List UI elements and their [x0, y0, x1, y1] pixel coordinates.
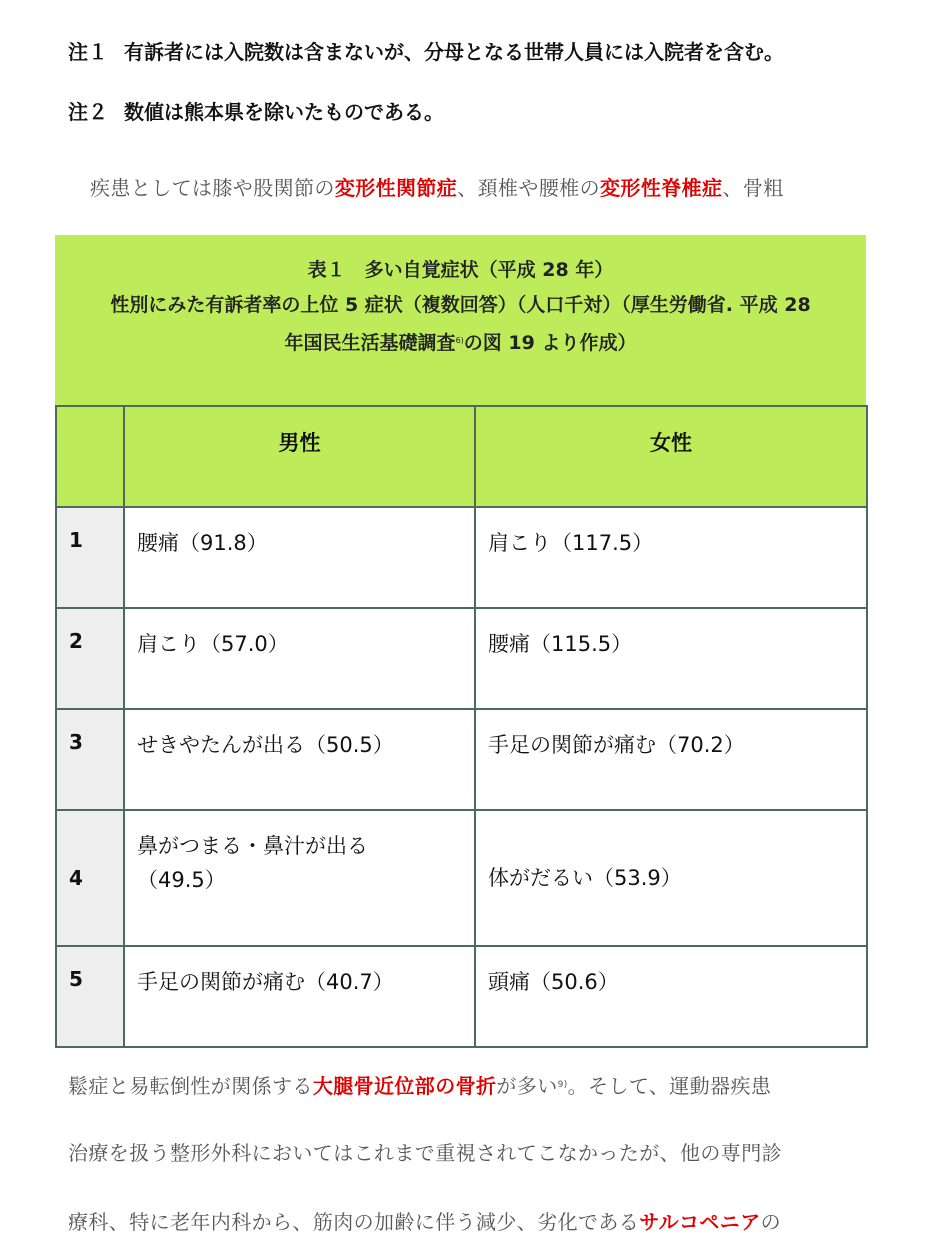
highlight-term: 変形性関節症 [334, 176, 458, 200]
caption-line-1: 表１ 多い自覚症状（平成 28 年） [307, 259, 614, 281]
table-row [56, 709, 867, 810]
male-cell: 手足の関節が痛む（40.7） [124, 946, 475, 1047]
text-segment: の [760, 1210, 782, 1234]
paragraph-top [68, 172, 868, 201]
header-male: 男性 [124, 406, 475, 507]
caption-line-2: 性別にみた有訴者率の上位 5 症状（複数回答）（人口千対）（厚生労働省. 平成 28 [110, 294, 811, 316]
text-segment: 疾患としては膝や股関節の [90, 176, 335, 200]
rank-cell: 1 [56, 507, 124, 608]
female-cell: 肩こり（117.5） [475, 507, 867, 608]
header-corner [56, 406, 124, 507]
text-segment: 鬆症と易転倒性が関係する [68, 1074, 313, 1098]
rank-cell: 5 [56, 946, 124, 1047]
note-2-text: 数値は熊本県を除いたものである。 [124, 100, 444, 124]
caption-text: 年国民生活基礎調査 [284, 332, 456, 354]
female-cell: 体がだるい（53.9） [475, 810, 867, 946]
rank-cell: 2 [56, 608, 124, 709]
rank-cell: 3 [56, 709, 124, 810]
caption-reference: 6) [455, 336, 464, 345]
text-segment: 、頚椎や腰椎の [457, 176, 601, 200]
female-cell: 手足の関節が痛む（70.2） [475, 709, 867, 810]
table-caption [55, 235, 866, 405]
note-2-label: 注２ [68, 100, 108, 124]
header-row [56, 406, 867, 507]
note-2 [68, 96, 444, 125]
paragraph-bottom-line-1 [68, 1070, 868, 1099]
highlight-term: 大腿骨近位部の骨折 [312, 1074, 497, 1098]
symptom-table [55, 235, 866, 1048]
rank-cell: 4 [56, 810, 124, 946]
male-cell: 鼻がつまる・鼻汁が出る（49.5） [124, 810, 475, 946]
header-female: 女性 [475, 406, 867, 507]
male-cell: 腰痛（91.8） [124, 507, 475, 608]
reference-marker: 9) [557, 1080, 568, 1090]
text-segment: 、骨粗 [722, 176, 784, 200]
table-row [56, 507, 867, 608]
note-1-label: 注１ [68, 40, 108, 64]
male-cell: せきやたんが出る（50.5） [124, 709, 475, 810]
note-1-text: 有訴者には入院数は含まないが、分母となる世帯人員には入院者を含む。 [124, 40, 784, 64]
text-segment: が多い [496, 1074, 558, 1098]
highlight-term: サルコペニア [639, 1210, 761, 1234]
highlight-term: 変形性脊椎症 [600, 176, 723, 200]
data-table [55, 405, 868, 1048]
text-segment: 療科、特に老年内科から、筋肉の加齢に伴う減少、劣化である [68, 1210, 640, 1234]
caption-text: の図 19 より作成） [463, 332, 637, 354]
male-cell: 肩こり（57.0） [124, 608, 475, 709]
table-row [56, 608, 867, 709]
table-row [56, 946, 867, 1047]
paragraph-bottom-line-3 [68, 1206, 868, 1235]
paragraph-bottom-line-2: 治療を扱う整形外科においてはこれまで重視されてこなかったが、他の専門診 [68, 1141, 782, 1165]
female-cell: 頭痛（50.6） [475, 946, 867, 1047]
table-row [56, 810, 867, 946]
note-1 [68, 36, 784, 65]
female-cell: 腰痛（115.5） [475, 608, 867, 709]
caption-line-3 [55, 323, 866, 361]
text-segment: 。そして、運動器疾患 [567, 1074, 772, 1098]
